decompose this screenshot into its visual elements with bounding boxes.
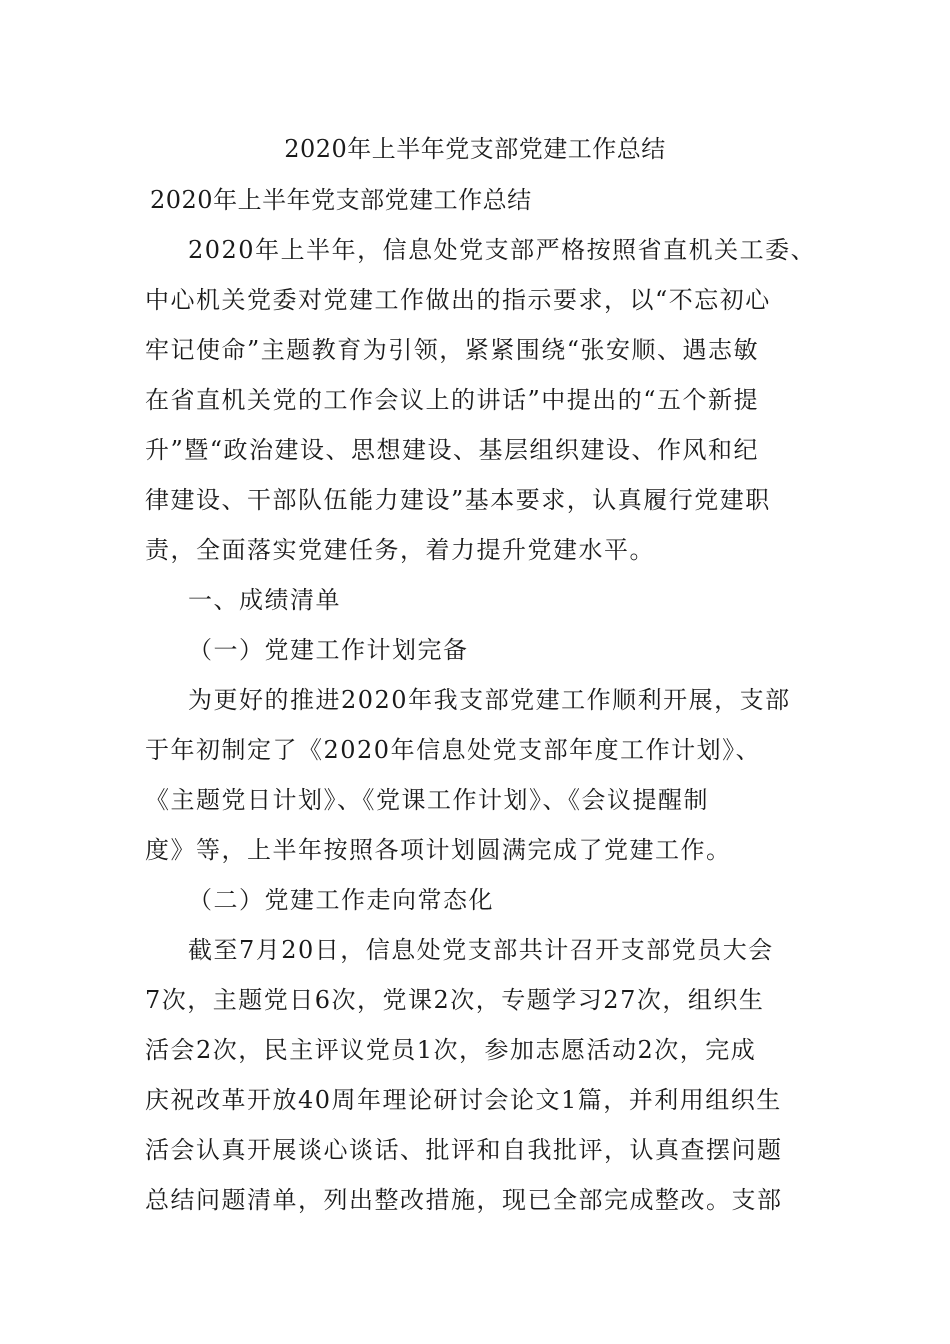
paragraph-line: 于年初制定了《2020年信息处党支部年度工作计划》、 [145, 736, 762, 764]
subsection-heading: （一）党建工作计划完备 [188, 636, 469, 664]
paragraph-line: 总结问题清单，列出整改措施，现已全部完成整改。支部 [145, 1186, 783, 1214]
section-heading: 一、成绩清单 [188, 586, 341, 614]
paragraph-line: 2020年上半年，信息处党支部严格按照省直机关工委、 [188, 236, 817, 264]
paragraph-line: 活会2次，民主评议党员1次，参加志愿活动2次，完成 [145, 1036, 757, 1064]
paragraph-line: 为更好的推进2020年我支部党建工作顺利开展，支部 [188, 686, 791, 714]
paragraph-line: 中心机关党委对党建工作做出的指示要求，以“不忘初心 [145, 286, 771, 314]
paragraph-line: 度》等，上半年按照各项计划圆满完成了党建工作。 [145, 836, 732, 864]
paragraph-line: 截至7月20日，信息处党支部共计召开支部党员大会 [188, 936, 774, 964]
paragraph-line: 升”暨“政治建设、思想建设、基层组织建设、作风和纪 [145, 436, 760, 464]
paragraph-line: 7次，主题党日6次，党课2次，专题学习27次，组织生 [145, 986, 765, 1014]
paragraph-line: 律建设、干部队伍能力建设”基本要求，认真履行党建职 [145, 486, 771, 514]
paragraph-line: 牢记使命”主题教育为引领，紧紧围绕“张安顺、遇志敏 [145, 336, 760, 364]
paragraph-line: 《主题党日计划》、《党课工作计划》、《会议提醒制 [145, 786, 709, 814]
paragraph-line: 责，全面落实党建任务，着力提升党建水平。 [145, 536, 655, 564]
paragraph-line: 庆祝改革开放40周年理论研讨会论文1篇，并利用组织生 [145, 1086, 782, 1114]
subsection-heading: （二）党建工作走向常态化 [188, 886, 494, 914]
document-subtitle: 2020年上半年党支部党建工作总结 [150, 186, 532, 214]
paragraph-line: 在省直机关党的工作会议上的讲话”中提出的“五个新提 [145, 386, 760, 414]
paragraph-line: 活会认真开展谈心谈话、批评和自我批评，认真查摆问题 [145, 1136, 783, 1164]
document-title: 2020年上半年党支部党建工作总结 [284, 135, 666, 163]
